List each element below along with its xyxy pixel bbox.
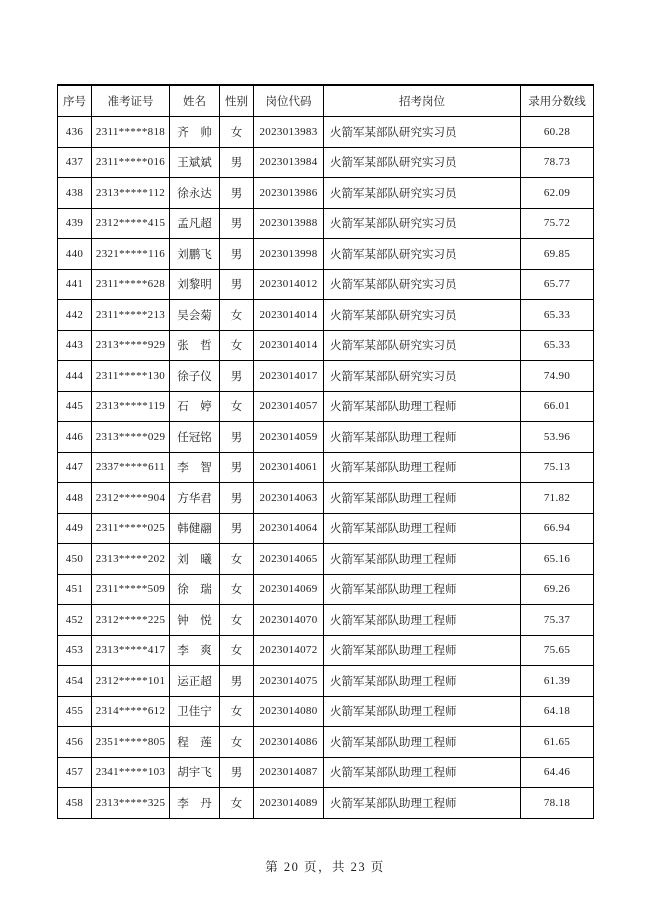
- table-row: [58, 513, 594, 544]
- cell-position: 火箭军某部队助理工程师: [324, 727, 521, 758]
- cell-exam-id: 2313*****417: [92, 635, 170, 666]
- cell-name: 李 丹: [170, 788, 220, 819]
- cell-score-line: 65.33: [521, 300, 594, 331]
- cell-position-code: 2023014064: [254, 513, 324, 544]
- cell-gender: 男: [220, 178, 254, 209]
- cell-gender: 男: [220, 513, 254, 544]
- table-row: [58, 147, 594, 178]
- cell-position-code: 2023014014: [254, 330, 324, 361]
- cell-score-line: 71.82: [521, 483, 594, 514]
- cell-position-code: 2023014065: [254, 544, 324, 575]
- cell-name: 刘鹏飞: [170, 239, 220, 270]
- cell-position: 火箭军某部队研究实习员: [324, 239, 521, 270]
- cell-seq: 441: [58, 269, 92, 300]
- cell-score-line: 66.01: [521, 391, 594, 422]
- cell-seq: 442: [58, 300, 92, 331]
- header-row: [58, 85, 594, 117]
- cell-name: 卫佳宁: [170, 696, 220, 727]
- cell-exam-id: 2312*****101: [92, 666, 170, 697]
- cell-position: 火箭军某部队助理工程师: [324, 635, 521, 666]
- cell-position: 火箭军某部队助理工程师: [324, 757, 521, 788]
- cell-position-code: 2023014075: [254, 666, 324, 697]
- cell-score-line: 78.73: [521, 147, 594, 178]
- cell-exam-id: 2311*****628: [92, 269, 170, 300]
- cell-position-code: 2023014070: [254, 605, 324, 636]
- table-row: [58, 635, 594, 666]
- cell-score-line: 64.18: [521, 696, 594, 727]
- cell-exam-id: 2321*****116: [92, 239, 170, 270]
- cell-seq: 437: [58, 147, 92, 178]
- cell-gender: 男: [220, 422, 254, 453]
- cell-exam-id: 2313*****029: [92, 422, 170, 453]
- cell-seq: 439: [58, 208, 92, 239]
- table-row: [58, 696, 594, 727]
- cell-exam-id: 2313*****929: [92, 330, 170, 361]
- cell-seq: 447: [58, 452, 92, 483]
- col-header-position: 招考岗位: [324, 85, 521, 117]
- cell-score-line: 61.39: [521, 666, 594, 697]
- cell-score-line: 65.16: [521, 544, 594, 575]
- cell-position-code: 2023014087: [254, 757, 324, 788]
- cell-gender: 女: [220, 391, 254, 422]
- cell-gender: 男: [220, 757, 254, 788]
- cell-name: 徐永达: [170, 178, 220, 209]
- table-row: [58, 483, 594, 514]
- cell-gender: 男: [220, 452, 254, 483]
- cell-position: 火箭军某部队研究实习员: [324, 178, 521, 209]
- cell-gender: 男: [220, 239, 254, 270]
- cell-seq: 443: [58, 330, 92, 361]
- table-row: [58, 452, 594, 483]
- cell-position: 火箭军某部队助理工程师: [324, 666, 521, 697]
- cell-exam-id: 2341*****103: [92, 757, 170, 788]
- cell-exam-id: 2312*****904: [92, 483, 170, 514]
- cell-score-line: 69.26: [521, 574, 594, 605]
- cell-seq: 457: [58, 757, 92, 788]
- cell-position-code: 2023014012: [254, 269, 324, 300]
- cell-position-code: 2023014086: [254, 727, 324, 758]
- cell-exam-id: 2311*****016: [92, 147, 170, 178]
- cell-seq: 440: [58, 239, 92, 270]
- cell-position: 火箭军某部队助理工程师: [324, 788, 521, 819]
- cell-seq: 448: [58, 483, 92, 514]
- cell-name: 李 爽: [170, 635, 220, 666]
- cell-position-code: 2023014063: [254, 483, 324, 514]
- cell-seq: 451: [58, 574, 92, 605]
- table-row: [58, 788, 594, 819]
- cell-name: 程 莲: [170, 727, 220, 758]
- cell-gender: 女: [220, 330, 254, 361]
- cell-position: 火箭军某部队助理工程师: [324, 513, 521, 544]
- col-header-gender: 性别: [220, 85, 254, 117]
- cell-position-code: 2023013986: [254, 178, 324, 209]
- cell-name: 李 智: [170, 452, 220, 483]
- cell-score-line: 61.65: [521, 727, 594, 758]
- cell-score-line: 65.77: [521, 269, 594, 300]
- cell-position: 火箭军某部队研究实习员: [324, 117, 521, 148]
- cell-name: 石 婷: [170, 391, 220, 422]
- cell-score-line: 75.37: [521, 605, 594, 636]
- cell-exam-id: 2314*****612: [92, 696, 170, 727]
- cell-position: 火箭军某部队助理工程师: [324, 605, 521, 636]
- cell-name: 运正超: [170, 666, 220, 697]
- table-row: [58, 300, 594, 331]
- cell-score-line: 62.09: [521, 178, 594, 209]
- cell-position-code: 2023014057: [254, 391, 324, 422]
- cell-name: 韩健翮: [170, 513, 220, 544]
- cell-score-line: 74.90: [521, 361, 594, 392]
- table-row: [58, 422, 594, 453]
- col-header-score-line: 录用分数线: [521, 85, 594, 117]
- cell-name: 孟凡超: [170, 208, 220, 239]
- cell-score-line: 75.72: [521, 208, 594, 239]
- table-row: [58, 269, 594, 300]
- cell-gender: 男: [220, 361, 254, 392]
- cell-score-line: 64.46: [521, 757, 594, 788]
- col-header-seq: 序号: [58, 85, 92, 117]
- cell-seq: 452: [58, 605, 92, 636]
- cell-gender: 男: [220, 483, 254, 514]
- cell-seq: 445: [58, 391, 92, 422]
- cell-seq: 446: [58, 422, 92, 453]
- cell-seq: 436: [58, 117, 92, 148]
- cell-score-line: 78.18: [521, 788, 594, 819]
- cell-score-line: 69.85: [521, 239, 594, 270]
- cell-seq: 454: [58, 666, 92, 697]
- cell-gender: 女: [220, 605, 254, 636]
- cell-name: 张 哲: [170, 330, 220, 361]
- cell-position: 火箭军某部队研究实习员: [324, 147, 521, 178]
- cell-score-line: 53.96: [521, 422, 594, 453]
- cell-position-code: 2023014080: [254, 696, 324, 727]
- cell-position-code: 2023014072: [254, 635, 324, 666]
- cell-gender: 女: [220, 300, 254, 331]
- cell-gender: 男: [220, 666, 254, 697]
- cell-name: 钟 悦: [170, 605, 220, 636]
- cell-name: 王斌斌: [170, 147, 220, 178]
- page-number-footer: 第 20 页，共 23 页: [265, 860, 385, 874]
- cell-gender: 女: [220, 696, 254, 727]
- cell-position-code: 2023013984: [254, 147, 324, 178]
- cell-name: 胡宇飞: [170, 757, 220, 788]
- cell-exam-id: 2311*****130: [92, 361, 170, 392]
- cell-position-code: 2023014069: [254, 574, 324, 605]
- cell-exam-id: 2311*****213: [92, 300, 170, 331]
- cell-seq: 456: [58, 727, 92, 758]
- cell-name: 刘黎明: [170, 269, 220, 300]
- cell-name: 任冠铭: [170, 422, 220, 453]
- cell-name: 刘 曦: [170, 544, 220, 575]
- cell-position-code: 2023013988: [254, 208, 324, 239]
- cell-position: 火箭军某部队研究实习员: [324, 300, 521, 331]
- table-row: [58, 391, 594, 422]
- cell-seq: 450: [58, 544, 92, 575]
- cell-exam-id: 2313*****202: [92, 544, 170, 575]
- cell-gender: 男: [220, 147, 254, 178]
- cell-score-line: 75.65: [521, 635, 594, 666]
- cell-exam-id: 2337*****611: [92, 452, 170, 483]
- cell-position-code: 2023013983: [254, 117, 324, 148]
- cell-position: 火箭军某部队研究实习员: [324, 208, 521, 239]
- cell-exam-id: 2311*****818: [92, 117, 170, 148]
- cell-gender: 女: [220, 574, 254, 605]
- cell-name: 徐 瑞: [170, 574, 220, 605]
- col-header-exam-id: 准考证号: [92, 85, 170, 117]
- cell-gender: 女: [220, 544, 254, 575]
- cell-name: 徐子仪: [170, 361, 220, 392]
- cell-name: 齐 帅: [170, 117, 220, 148]
- cell-name: 吴会菊: [170, 300, 220, 331]
- cell-seq: 458: [58, 788, 92, 819]
- cell-gender: 女: [220, 727, 254, 758]
- cell-exam-id: 2351*****805: [92, 727, 170, 758]
- col-header-name: 姓名: [170, 85, 220, 117]
- cell-position: 火箭军某部队助理工程师: [324, 574, 521, 605]
- cell-seq: 444: [58, 361, 92, 392]
- cell-position-code: 2023014059: [254, 422, 324, 453]
- cell-score-line: 65.33: [521, 330, 594, 361]
- cell-seq: 438: [58, 178, 92, 209]
- table-row: [58, 361, 594, 392]
- cell-exam-id: 2313*****119: [92, 391, 170, 422]
- cell-position: 火箭军某部队助理工程师: [324, 391, 521, 422]
- cell-position: 火箭军某部队助理工程师: [324, 696, 521, 727]
- cell-gender: 男: [220, 208, 254, 239]
- cell-position: 火箭军某部队助理工程师: [324, 483, 521, 514]
- table-row: [58, 208, 594, 239]
- cell-position-code: 2023014017: [254, 361, 324, 392]
- cell-position: 火箭军某部队助理工程师: [324, 544, 521, 575]
- table-row: [58, 757, 594, 788]
- cell-position: 火箭军某部队研究实习员: [324, 330, 521, 361]
- cell-score-line: 66.94: [521, 513, 594, 544]
- cell-gender: 女: [220, 635, 254, 666]
- table-row: [58, 239, 594, 270]
- cell-position: 火箭军某部队研究实习员: [324, 269, 521, 300]
- table-row: [58, 330, 594, 361]
- table-row: [58, 117, 594, 148]
- cell-position-code: 2023014089: [254, 788, 324, 819]
- cell-position: 火箭军某部队研究实习员: [324, 361, 521, 392]
- cell-gender: 女: [220, 788, 254, 819]
- table-row: [58, 605, 594, 636]
- cell-exam-id: 2311*****509: [92, 574, 170, 605]
- cell-exam-id: 2311*****025: [92, 513, 170, 544]
- table-row: [58, 727, 594, 758]
- cell-seq: 455: [58, 696, 92, 727]
- cell-score-line: 60.28: [521, 117, 594, 148]
- cell-exam-id: 2313*****112: [92, 178, 170, 209]
- cell-gender: 男: [220, 269, 254, 300]
- admission-score-table: [57, 84, 594, 819]
- cell-gender: 女: [220, 117, 254, 148]
- cell-position-code: 2023014061: [254, 452, 324, 483]
- cell-position-code: 2023014014: [254, 300, 324, 331]
- cell-seq: 449: [58, 513, 92, 544]
- cell-name: 方华君: [170, 483, 220, 514]
- table-row: [58, 574, 594, 605]
- table-row: [58, 544, 594, 575]
- cell-position: 火箭军某部队助理工程师: [324, 452, 521, 483]
- cell-position-code: 2023013998: [254, 239, 324, 270]
- cell-seq: 453: [58, 635, 92, 666]
- cell-exam-id: 2312*****225: [92, 605, 170, 636]
- col-header-position-code: 岗位代码: [254, 85, 324, 117]
- cell-position: 火箭军某部队助理工程师: [324, 422, 521, 453]
- cell-exam-id: 2312*****415: [92, 208, 170, 239]
- cell-exam-id: 2313*****325: [92, 788, 170, 819]
- table-row: [58, 178, 594, 209]
- table-row: [58, 666, 594, 697]
- cell-score-line: 75.13: [521, 452, 594, 483]
